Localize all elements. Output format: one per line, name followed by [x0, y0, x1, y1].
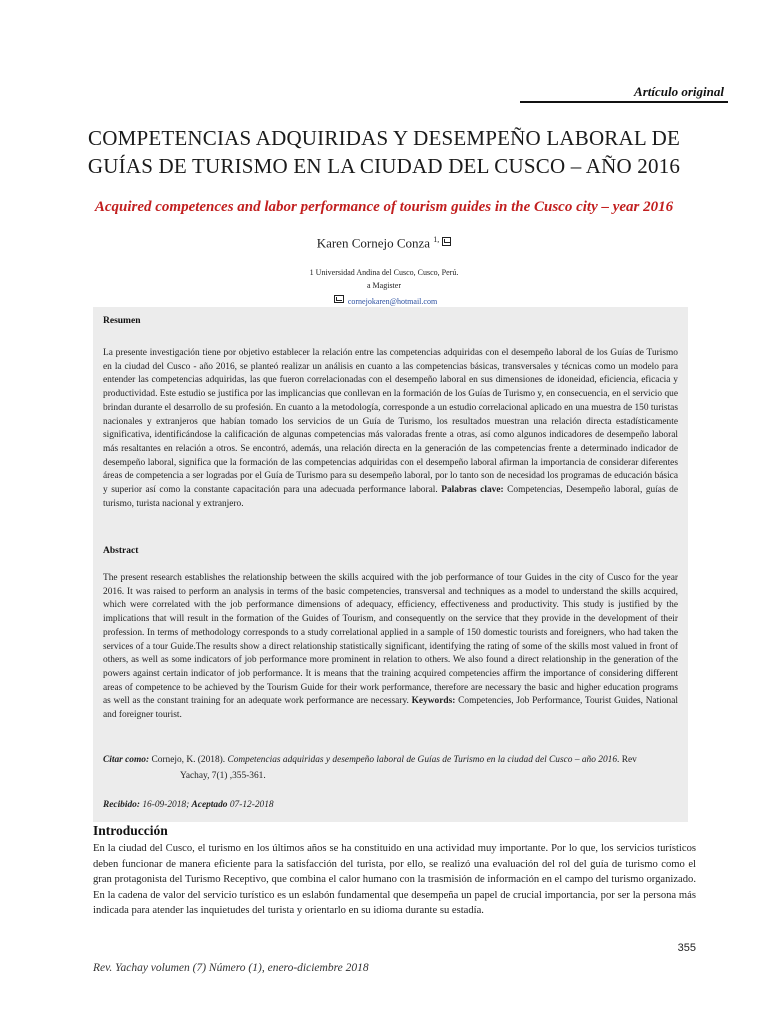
abstract-paragraph — [103, 572, 678, 723]
citation-journal-tail: . Rev — [617, 755, 637, 765]
page-number: 355 — [677, 942, 696, 954]
mail-icon — [334, 295, 344, 303]
intro-heading: Introducción — [93, 823, 168, 838]
abstract-keywords-label: Keywords: — [411, 696, 456, 707]
resumen-heading: Resumen — [103, 316, 141, 326]
mail-icon — [442, 237, 451, 246]
affiliation-block — [0, 266, 768, 292]
paper-subtitle-english: Acquired competences and labor performance of tourism guides in the Cusco city – year 2016 — [94, 199, 674, 215]
article-type-label: Artículo original — [634, 84, 724, 99]
author-superscript: 1, — [433, 235, 440, 244]
abstract-box — [93, 307, 688, 822]
resumen-text: La presente investigación tiene por objetivo establecer la relación entre las competencias adquiridas con el desempeño laboral de los Guías de Turismo en la ciudad del Cusco - año 2016, se planteó realizar un análisis en cuanto a las competencias básicas, transversales y técnicas como un modelo para entender las competencias adquiridas, las que fueron correlacionadas con el desempeño laboral en sus dimensiones de idoneidad, eficiencia, eficacia y productividad. Este estudio se justifica por las implicancias que conllevan en la formación de los Guías de Turismo y, en consecuencia, en el servicio que brindan durante el desarrollo de su profesión. En cuanto a la metodología, corresponde a un estudio correlacional aplicado en una muestra de 150 turistas nacionales y extranjeros que habían tomado los servicios de un Guía de Turismo, los resultados muestran una relación directa estadísticamente significativa, identificándose la calificación de algunas competencias más valoradas frente a otras, así como algunos indicadores de desempeño laboral más resaltantes en relación a otros. Se encontró, además, una relación directa en la generación de las competencias frente a determinado indicador de desempeño laboral, significa que la formación de las competencias adquiridas con el desempeño laboral afirman la importancia de considerar diferentes áreas de competencia a ser logradas por el Guía de Turismo para su desempeño laboral, por lo tanto son de necesidad los programas de educación básica y superior así como la constante capacitación para una adecuada performance laboral. — [103, 348, 678, 496]
degree-text: a Magister — [367, 281, 401, 290]
header-rule — [520, 101, 728, 103]
received-label: Recibido: — [103, 800, 140, 810]
author-name: Karen Cornejo Conza — [316, 235, 431, 251]
intro-paragraph: En la ciudad del Cusco, el turismo en los últimos años se ha constituido en una actividad muy importante. Por lo que, los servicios turísticos deben funcionar de manera eficiente para la satisfacción del turista, por ello, se realizó una evaluación del rol del guía de turismo como el gran protagonista del Turismo Receptivo, que combina el calor humano con la trasmisión de información en el campo del turismo organizado. En la cadena de valor del servicio turístico es un eslabón fundamental que desempeña un papel de crucial importancia, por ser la persona más indicada para atender las inquietudes del turista y orientarlo en su idioma durante su estadía. — [93, 843, 696, 916]
dates-line — [103, 800, 274, 810]
citation-label: Citar como: — [103, 755, 150, 765]
citation-authors: Cornejo, K. (2018). — [149, 755, 228, 765]
accepted-date: 07-12-2018 — [227, 800, 274, 810]
abstract-text: The present research establishes the relationship between the skills acquired with the job performance of tour Guides in the city of Cusco for the year 2016. It was raised to perform an analysis in terms of the basic competencies, transversal and techniques as a model to understand the skills acquired, which were correlated with the job performance dimensions of adequacy, efficiency, effectiveness and productivity. This study is justified by the implications that will result in the formation of the Guides of Tourism, and consequently on the service that they provide in the development of their profession. In terms of methodology corresponds to a study correlational applied in a sample of 150 domestic tourists and foreigners, who had taken the services of a tour Guide.The results show a direct relationship statistically significant, identifying the rating of some of the skills most valued in front of others, as well as some indicators of job performance more prominent in relation to others. We also found a direct relationship in the generation of the powers against certain indicator of job performance. It is means that the training acquired competencies affirm the importance of considering different areas of competence to be achieved by the Tourism Guide for their work performance, therefore are necessary the basic and higher education programs as well as the constant training for an adequate work performance are necessary. — [103, 573, 678, 707]
email-line — [0, 295, 768, 306]
citation-block — [103, 752, 678, 784]
resumen-keywords-text: Competencias, Desempeño laboral, guías de turismo, turista nacional y extranjero. — [103, 485, 678, 509]
resumen-keywords-label: Palabras clave: — [441, 485, 504, 496]
paper-title: COMPETENCIAS ADQUIRIDAS Y DESEMPEÑO LABORAL DE GUÍAS DE TURISMO EN LA CIUDAD DEL CUSCO – AÑO 2016 — [87, 126, 681, 178]
journal-footer: Rev. Yachay volumen (7) Número (1), enero-diciembre 2018 — [93, 962, 369, 974]
author-line — [0, 235, 768, 251]
resumen-paragraph — [103, 347, 678, 511]
affiliation-text: 1 Universidad Andina del Cusco, Cusco, Perú. — [309, 268, 459, 277]
received-date: 16-09-2018; — [139, 800, 192, 810]
author-email-link[interactable]: cornejokaren@hotmail.com — [347, 297, 438, 306]
citation-line-2: Yachay, 7(1) ,355-361. — [180, 771, 266, 781]
abstract-keywords-text: Competencies, Job Performance, Tourist Guides, National and foreigner tourist. — [103, 696, 679, 721]
abstract-heading: Abstract — [103, 546, 139, 556]
accepted-label: Aceptado — [191, 800, 228, 810]
citation-title: Competencias adquiridas y desempeño laboral de Guías de Turismo en la ciudad del Cusco – año 2016 — [227, 755, 618, 765]
